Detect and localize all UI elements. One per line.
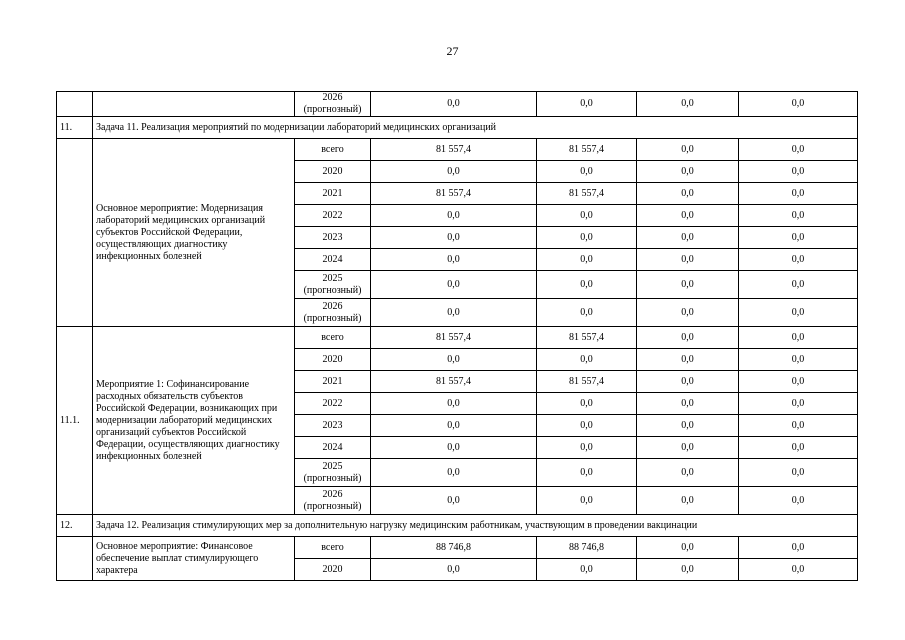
value-cell: 0,0: [371, 415, 537, 437]
value-cell: 0,0: [739, 437, 858, 459]
value-cell: 0,0: [371, 437, 537, 459]
value-cell: 0,0: [371, 92, 537, 117]
value-cell: 0,0: [637, 437, 739, 459]
value-cell: 0,0: [739, 393, 858, 415]
table-row: [57, 327, 858, 349]
value-cell: 81 557,4: [371, 183, 537, 205]
value-cell: 0,0: [637, 205, 739, 227]
value-cell: 0,0: [637, 249, 739, 271]
table-row: [57, 537, 858, 559]
value-cell: 81 557,4: [537, 139, 637, 161]
value-cell: 0,0: [537, 227, 637, 249]
value-cell: 0,0: [739, 299, 858, 327]
value-cell: 0,0: [637, 537, 739, 559]
value-cell: 0,0: [537, 249, 637, 271]
value-cell: 0,0: [739, 559, 858, 581]
budget-table: [56, 91, 858, 581]
measure-description: Основное мероприятие: Модернизация лабораторий медицинских организаций субъектов Российской Федерации, осуществляющих диагностику инфекционных болезней: [93, 139, 295, 327]
task-number: 11.: [57, 117, 93, 139]
value-cell: 0,0: [637, 459, 739, 487]
year-cell: 2020: [295, 559, 371, 581]
measure-description: Мероприятие 1: Софинансирование расходных обязательств субъектов Российской Федерации, возникающих при модернизации лабораторий медицинских организаций субъектов Российской Федерации, осуществляющих диагностику инфекционных болезней: [93, 327, 295, 515]
value-cell: 0,0: [371, 393, 537, 415]
value-cell: 0,0: [739, 271, 858, 299]
value-cell: 0,0: [537, 393, 637, 415]
value-cell: 0,0: [371, 249, 537, 271]
value-cell: 0,0: [537, 487, 637, 515]
year-cell: 2021: [295, 183, 371, 205]
value-cell: 0,0: [537, 271, 637, 299]
year-cell: 2020: [295, 161, 371, 183]
value-cell: 0,0: [537, 299, 637, 327]
value-cell: 0,0: [739, 371, 858, 393]
value-cell: 0,0: [537, 349, 637, 371]
year-cell: всего: [295, 327, 371, 349]
value-cell: 0,0: [637, 349, 739, 371]
value-cell: 0,0: [537, 415, 637, 437]
year-cell: 2026 (прогнозный): [295, 487, 371, 515]
value-cell: 81 557,4: [371, 139, 537, 161]
year-cell: 2023: [295, 227, 371, 249]
value-cell: 0,0: [637, 271, 739, 299]
value-cell: 0,0: [537, 437, 637, 459]
value-cell: 0,0: [537, 559, 637, 581]
page-number: 27: [446, 44, 459, 58]
value-cell: 0,0: [371, 349, 537, 371]
value-cell: 0,0: [739, 139, 858, 161]
value-cell: 81 557,4: [537, 183, 637, 205]
value-cell: 81 557,4: [371, 327, 537, 349]
year-cell: 2024: [295, 437, 371, 459]
row-number-cell: [57, 139, 93, 327]
year-cell: 2021: [295, 371, 371, 393]
year-cell: всего: [295, 537, 371, 559]
year-cell: 2022: [295, 393, 371, 415]
value-cell: 0,0: [371, 559, 537, 581]
value-cell: 0,0: [637, 161, 739, 183]
table-row: [57, 139, 858, 161]
year-cell: 2020: [295, 349, 371, 371]
year-cell: 2023: [295, 415, 371, 437]
row-number-cell: 11.1.: [57, 327, 93, 515]
year-cell: 2025 (прогнозный): [295, 459, 371, 487]
value-cell: 0,0: [371, 487, 537, 515]
year-cell: 2026 (прогнозный): [295, 92, 371, 117]
year-cell: 2025 (прогнозный): [295, 271, 371, 299]
value-cell: 0,0: [537, 161, 637, 183]
value-cell: 0,0: [637, 371, 739, 393]
task-row: [57, 515, 858, 537]
value-cell: 0,0: [739, 161, 858, 183]
year-cell: 2022: [295, 205, 371, 227]
task-row: [57, 117, 858, 139]
value-cell: 0,0: [739, 205, 858, 227]
value-cell: 0,0: [537, 205, 637, 227]
value-cell: 0,0: [537, 92, 637, 117]
year-cell: всего: [295, 139, 371, 161]
value-cell: 0,0: [371, 227, 537, 249]
value-cell: 0,0: [739, 415, 858, 437]
measure-description: Основное мероприятие: Финансовое обеспечение выплат стимулирующего характера: [93, 537, 295, 581]
value-cell: 0,0: [637, 227, 739, 249]
value-cell: 0,0: [637, 183, 739, 205]
value-cell: 0,0: [371, 271, 537, 299]
value-cell: 0,0: [739, 92, 858, 117]
value-cell: 0,0: [637, 327, 739, 349]
value-cell: 0,0: [739, 537, 858, 559]
value-cell: 0,0: [371, 459, 537, 487]
row-number-cell: [57, 537, 93, 581]
value-cell: 0,0: [637, 92, 739, 117]
year-cell: 2024: [295, 249, 371, 271]
value-cell: 0,0: [739, 349, 858, 371]
task-title: Задача 11. Реализация мероприятий по модернизации лабораторий медицинских организаций: [93, 117, 858, 139]
value-cell: 81 557,4: [537, 327, 637, 349]
value-cell: 0,0: [371, 161, 537, 183]
value-cell: 88 746,8: [371, 537, 537, 559]
number-cell: [57, 92, 93, 117]
year-cell: 2026 (прогнозный): [295, 299, 371, 327]
value-cell: 81 557,4: [371, 371, 537, 393]
task-number: 12.: [57, 515, 93, 537]
value-cell: 0,0: [739, 327, 858, 349]
value-cell: 0,0: [739, 459, 858, 487]
description-cell: [93, 92, 295, 117]
value-cell: 0,0: [637, 415, 739, 437]
task-title: Задача 12. Реализация стимулирующих мер за дополнительную нагрузку медицинским работникам, участвующим в проведении вакцинации: [93, 515, 858, 537]
value-cell: 0,0: [371, 205, 537, 227]
value-cell: 0,0: [637, 559, 739, 581]
value-cell: 0,0: [371, 299, 537, 327]
value-cell: 0,0: [739, 227, 858, 249]
value-cell: 0,0: [739, 183, 858, 205]
table-row: [57, 92, 858, 117]
value-cell: 0,0: [537, 459, 637, 487]
value-cell: 0,0: [739, 487, 858, 515]
value-cell: 0,0: [637, 299, 739, 327]
value-cell: 0,0: [739, 249, 858, 271]
value-cell: 88 746,8: [537, 537, 637, 559]
value-cell: 81 557,4: [537, 371, 637, 393]
value-cell: 0,0: [637, 393, 739, 415]
value-cell: 0,0: [637, 487, 739, 515]
value-cell: 0,0: [637, 139, 739, 161]
